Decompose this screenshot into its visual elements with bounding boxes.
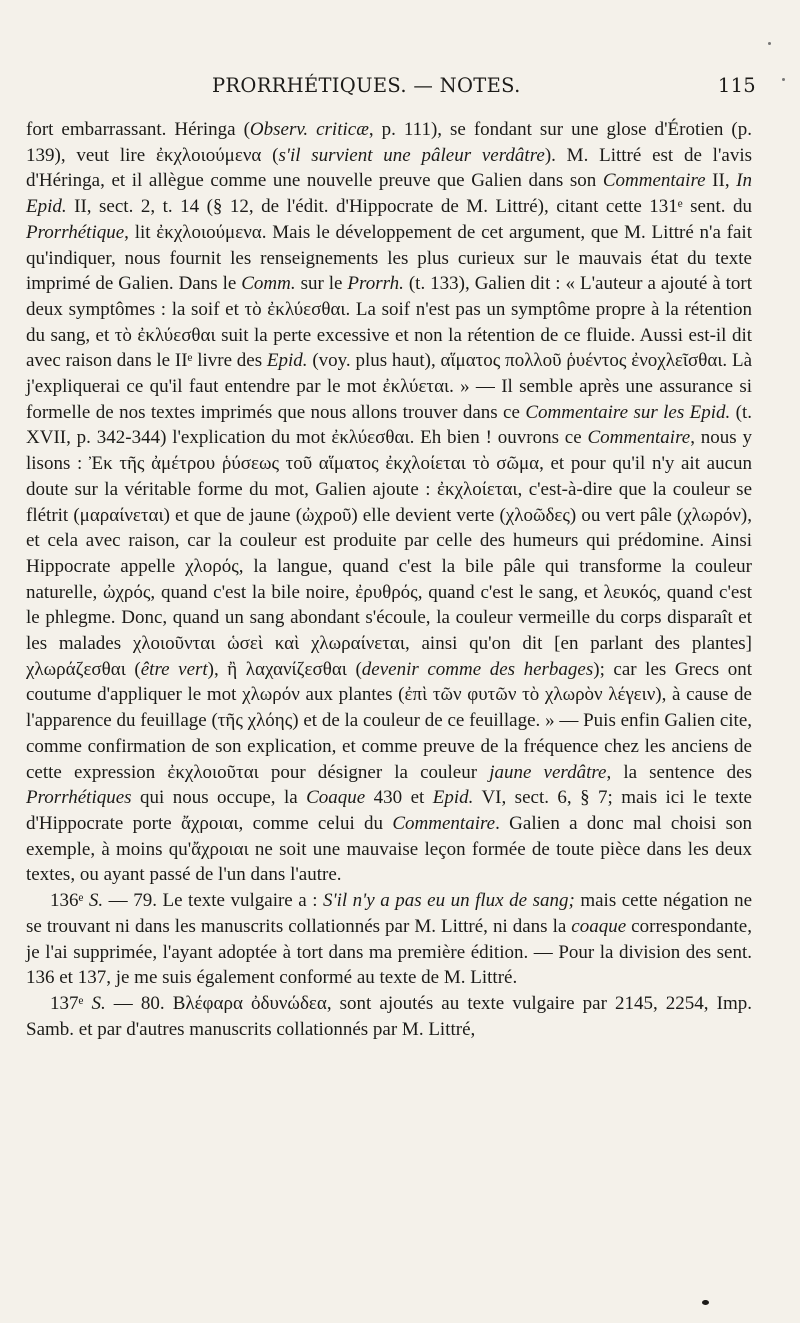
- running-title: PRORRHÉTIQUES. — NOTES.: [212, 74, 521, 97]
- running-header: [212, 74, 760, 104]
- body-text: [26, 117, 752, 1042]
- paragraph-continuation: fort embarrassant. Héringa (Observ. criticæ, p. 111), se fondant sur une glose d'Érotien (p. 139), veut lire ἐκχλοιούμενα (s'il survient une pâleur verdâtre). M. Littré est de l'avis d'Héringa, et il allègue comme une nouvelle preuve que Galien dans son Commentaire II, In Epid. II, sect. 2, t. 14 (§ 12, de l'édit. d'Hippocrate de M. Littré), citant cette 131ᵉ sent. du Prorrhétique, lit ἐκχλοιούμενα. Mais le développement de cet argument, que M. Littré n'a fait qu'indiquer, nous fournit les renseignements les plus curieux sur le mauvais état du texte imprimé de Galien. Dans le Comm. sur le Prorrh. (t. 133), Galien dit : « L'auteur a ajouté à tort deux symptômes : la soif et τὸ ἐκλύεσθαι. La soif n'est pas un symptôme propre à la rétention du sang, et τὸ ἐκλύεσθαι suit la perte excessive et non la rétention de ce fluide. Aussi est-il dit avec raison dans le IIᵉ livre des Epid. (voy. plus haut), αἵματος πολλοῦ ῥυέντος ἐνοχλεῖσθαι. Là j'expliquerai ce qu'il faut entendre par le mot ἐκλύεται. » — Il semble après une assurance si formelle de nos textes imprimés que nous allons trouver dans ce Commentaire sur les Epid. (t. XVII, p. 342-344) l'explication du mot ἐκλύεσθαι. Eh bien ! ouvrons ce Commentaire, nous y lisons : Ἐκ τῆς ἀμέτρου ῥύσεως τοῦ αἵματος ἐκχλοίεται τὸ σῶμα, et pour qu'il n'y ait aucun doute sur la véritable forme du mot, Galien ajoute : ἐκχλοίεται, c'est-à-dire que la couleur se flétrit (μαραίνεται) et que de jaune (ὠχροῦ) elle devient verte (χλοῶδες) ou vert pâle (χλωρόν), et cela avec raison, car la couleur est produite par celle des humeurs qui prédomine. Ainsi Hippocrate appelle χλορός, la langue, quand c'est la bile pâle qui transforme la couleur naturelle, ὠχρός, quand c'est la bile noire, ἐρυθρός, quand c'est le sang, et λευκός, quand c'est le phlegme. Donc, quand un sang abondant s'écoule, la couleur vermeille du corps disparaît et les malades χλοιοῦνται ὡσεὶ καὶ χλωραίνεται, ainsi qu'on dit [en parlant des plantes] χλωράζεσθαι (être vert), ἢ λαχανίζεσθαι (devenir comme des herbages); car les Grecs ont coutume d'appliquer le mot χλωρόν aux plantes (ἐπὶ τῶν φυτῶν τὸ χλωρὸν λέγειν), à cause de l'apparence du feuillage (τῆς χλόης) et de la couleur de ce feuillage. » — Puis enfin Galien cite, comme confirmation de son explication, et comme preuve de la fréquence chez les anciens de cette expression ἐκχλοιοῦται pour désigner la couleur jaune verdâtre, la sentence des Prorrhétiques qui nous occupe, la Coaque 430 et Epid. VI, sect. 6, § 7; mais ici le texte d'Hippocrate porte ἄχροιαι, comme celui du Commentaire. Galien a donc mal choisi son exemple, à moins qu'ἄχροιαι ne soit une mauvaise leçon formée de toute pièce dans les deux textes, ou ayant passé de l'un dans l'autre.: [26, 119, 753, 886]
- paper-speck: [768, 42, 771, 45]
- note-137: 137ᵉ S. — 80. Βλέφαρα ὀδυνώδεα, sont ajoutés au texte vulgaire par 2145, 2254, Imp. Samb. et par d'autres manuscrits collationnés par M. Littré,: [26, 992, 752, 1040]
- paper-speck: [782, 78, 785, 81]
- page-number: 115: [717, 74, 756, 97]
- note-136: 136ᵉ S. — 79. Le texte vulgaire a : S'il n'y a pas eu un flux de sang; mais cette négation ne se trouvant ni dans les manuscrits collationnés par M. Littré, ni dans la coaque correspondante, je l'ai supprimée, l'ayant adoptée à tort dans ma première édition. — Pour la division des sent. 136 et 137, je me suis également conformé au texte de M. Littré.: [26, 890, 753, 989]
- ink-dot: [702, 1300, 709, 1305]
